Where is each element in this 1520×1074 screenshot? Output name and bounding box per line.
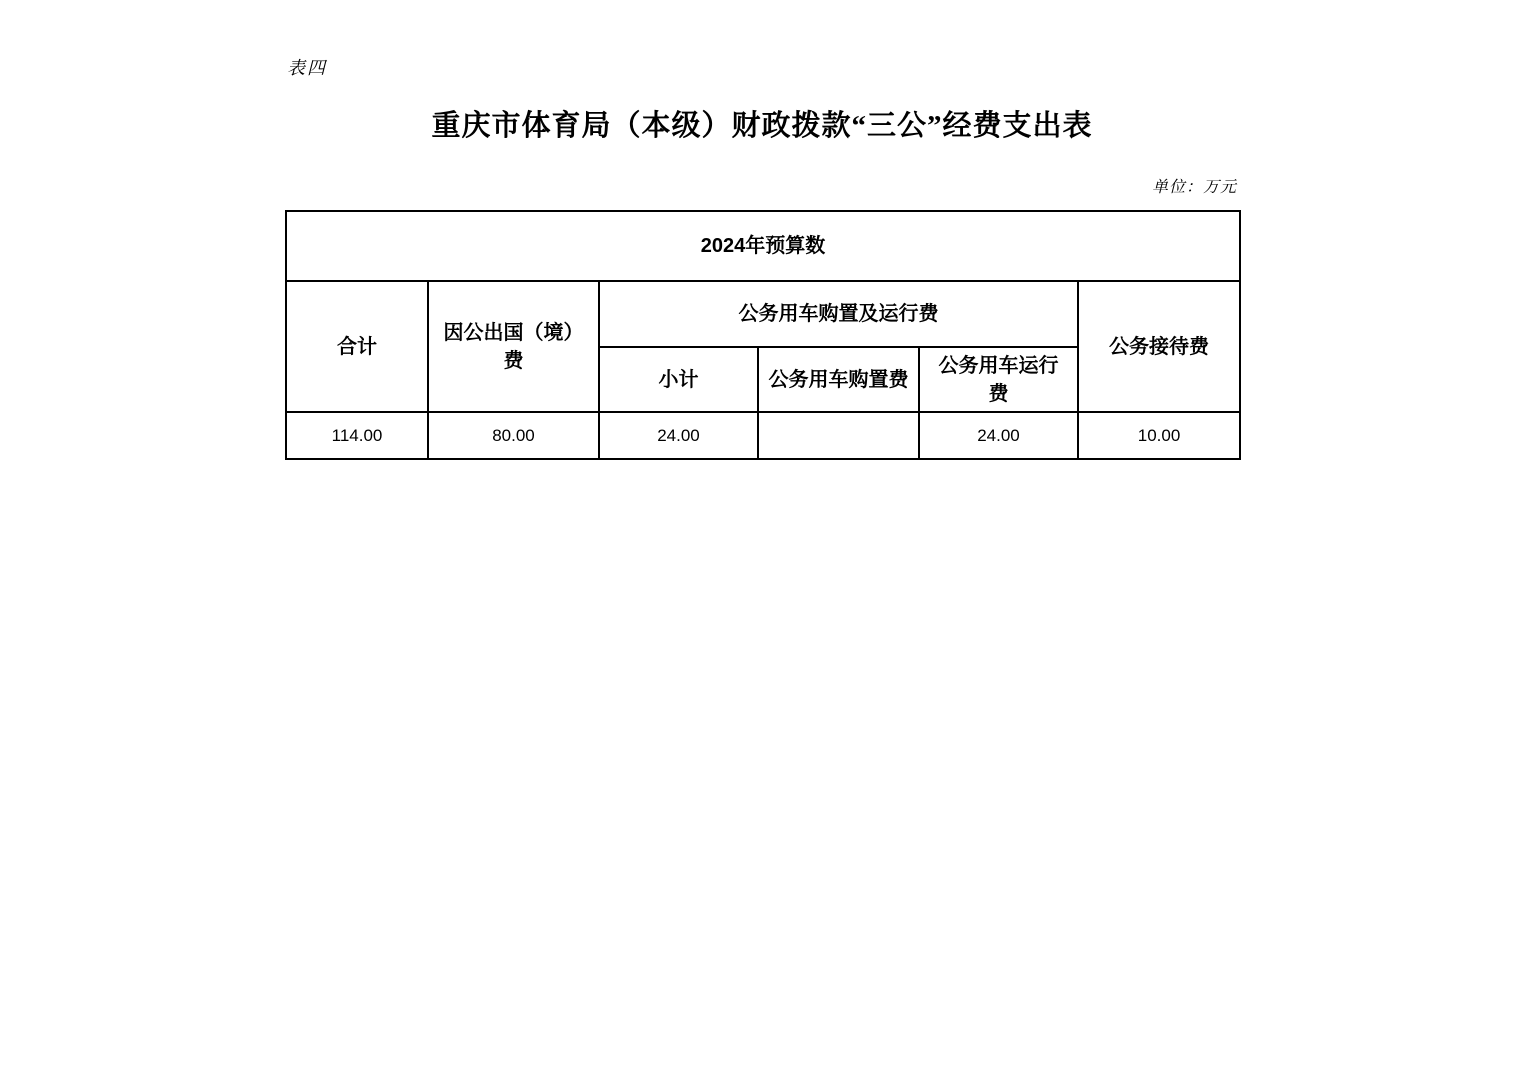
col-header-abroad [428,281,599,412]
budget-table [285,210,1241,460]
col-header-reception-label: 公务接待费 [1109,335,1210,358]
col-header-reception [1078,281,1240,412]
table-row-year-header [286,211,1240,281]
col-header-vehicle-operation-label: 公务用车运行费 [938,354,1059,405]
value-vehicle-purchase [758,412,919,459]
value-vehicle-subtotal: 24.00 [599,412,758,459]
value-vehicle-operation: 24.00 [919,412,1078,459]
value-reception: 10.00 [1078,412,1240,459]
table-row-data [286,412,1240,459]
col-header-vehicle-purchase [758,347,919,412]
col-header-vehicle-subtotal [599,347,758,412]
table-number-label: 表四 [287,58,327,79]
unit-note: 单位：万元 [1151,177,1237,196]
col-header-vehicle-operation [919,347,1078,412]
table-row-group-header [286,281,1240,347]
value-total: 114.00 [286,412,428,459]
col-header-abroad-label: 因公出国（境）费 [443,321,584,372]
value-abroad: 80.00 [428,412,599,459]
col-header-total-label: 合计 [337,335,377,358]
year-header-cell: 2024年预算数 [286,211,1240,281]
col-header-total [286,281,428,412]
page-title: 重庆市体育局（本级）财政拨款“三公”经费支出表 [431,110,1093,142]
col-header-vehicle-group-label: 公务用车购置及运行费 [738,303,939,325]
page-content [285,0,1239,460]
col-header-vehicle-group [599,281,1078,347]
col-header-vehicle-subtotal-label: 小计 [658,368,699,391]
col-header-vehicle-purchase-label: 公务用车购置费 [768,368,909,391]
